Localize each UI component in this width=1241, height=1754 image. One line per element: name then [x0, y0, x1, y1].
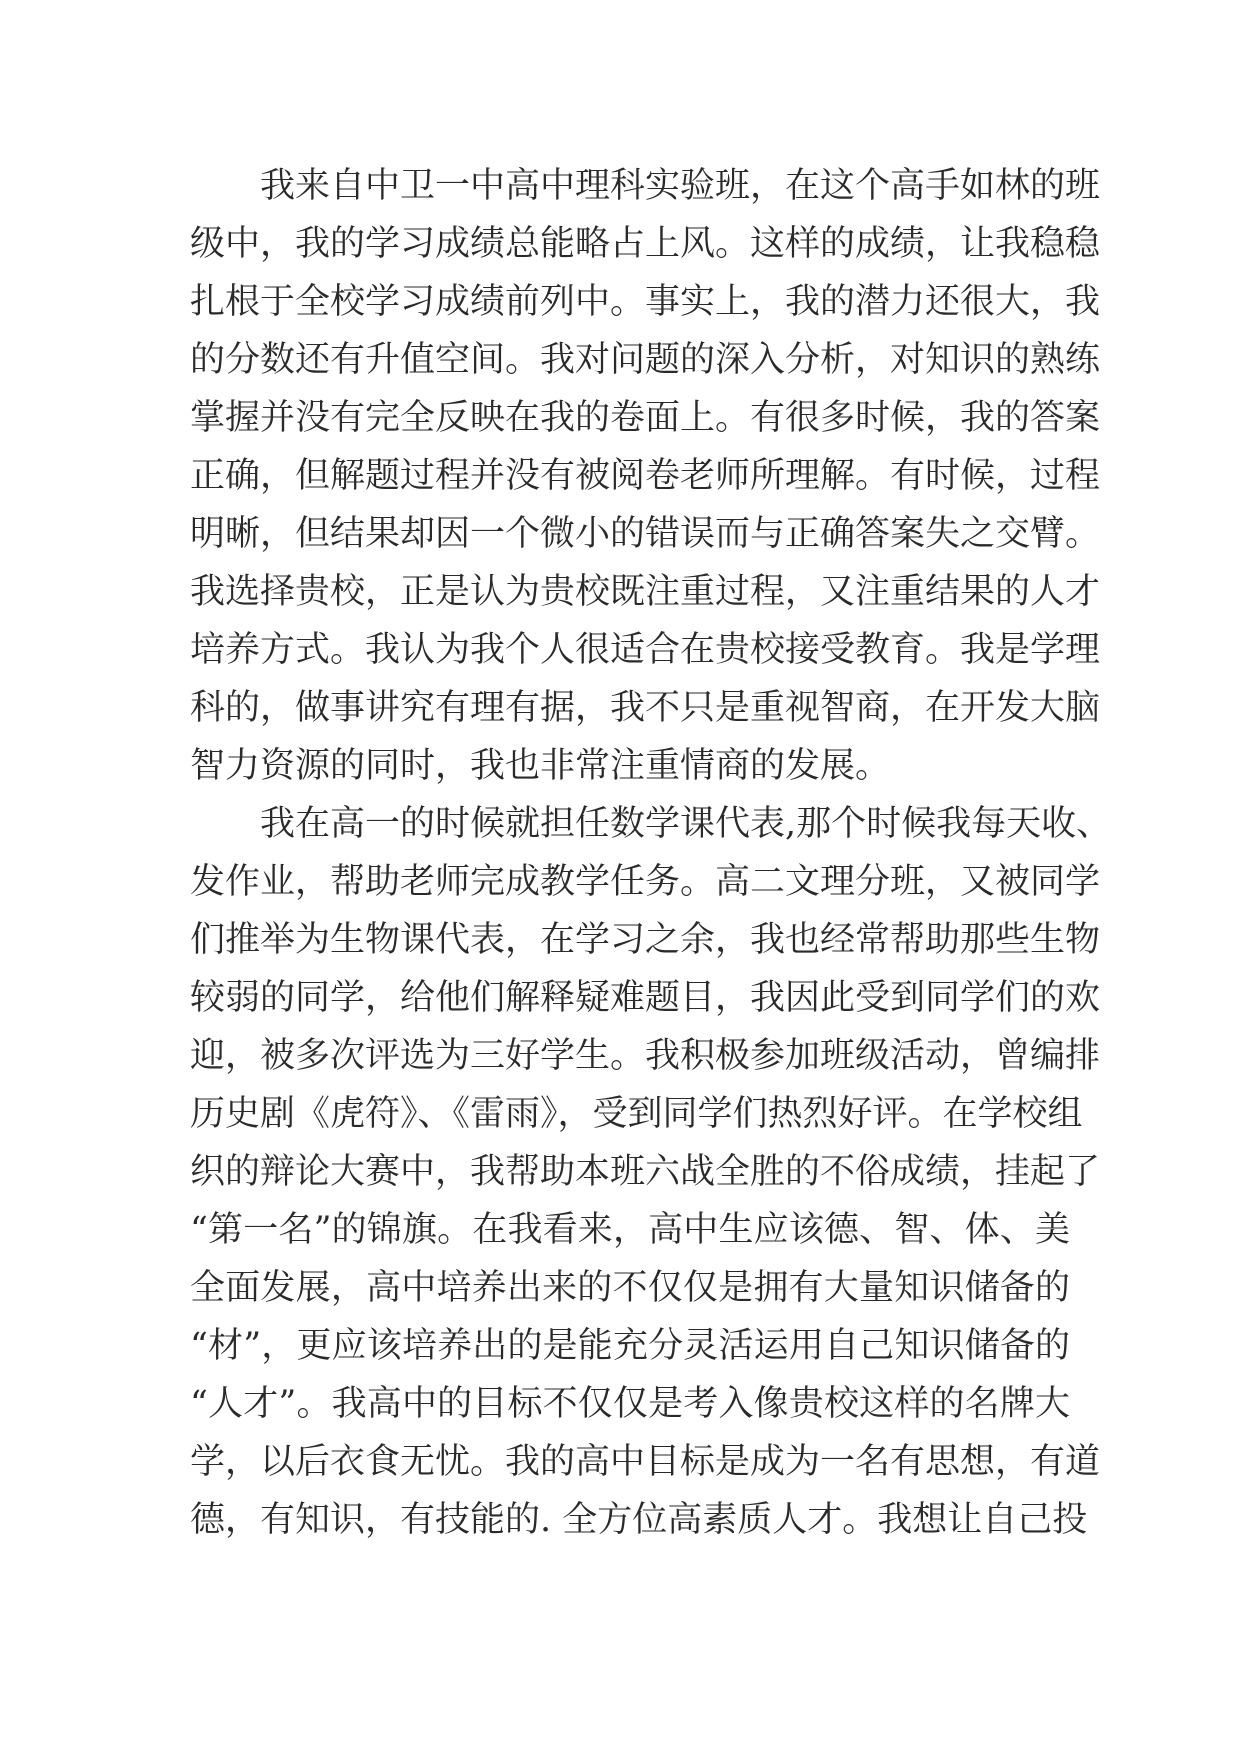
paragraph-1-line-11: 智力资源的同时，我也非常注重情商的发展。 [190, 746, 891, 786]
paragraph-1-line-2: 级中，我的学习成绩总能略占上风。这样的成绩，让我稳稳 [190, 224, 1101, 264]
paragraph-1-line-5: 掌握并没有完全反映在我的卷面上。有很多时候，我的答案 [190, 398, 1101, 438]
paragraph-2-line-11: “人才”。我高中的目标不仅仅是考入像贵校这样的名牌大 [190, 1384, 1070, 1424]
paragraph-1-line-1: 我来自中卫一中高中理科实验班，在这个高手如林的班 [260, 166, 1101, 206]
paragraph-2-line-8: “第一名”的锦旗。在我看来，高中生应该德、智、体、美 [190, 1210, 1070, 1250]
paragraph-2-line-4: 较弱的同学，给他们解释疑难题目，我因此受到同学们的欢 [190, 978, 1101, 1018]
paragraph-2-line-9: 全面发展，高中培养出来的不仅仅是拥有大量知识储备的 [190, 1268, 1070, 1308]
paragraph-2-line-6: 历史剧《虎符》、《雷雨》，受到同学们热烈好评。在学校组 [190, 1094, 1083, 1134]
paragraph-2-line-12: 学，以后衣食无忧。我的高中目标是成为一名有思想，有道 [190, 1442, 1101, 1482]
paragraph-1-line-3: 扎根于全校学习成绩前列中。事实上，我的潜力还很大，我 [190, 282, 1101, 322]
paragraph-2-line-10: “材”，更应该培养出的是能充分灵活运用自己知识储备的 [190, 1326, 1070, 1366]
paragraph-2-line-1: 我在高一的时候就担任数学课代表,那个时候我每天收、 [260, 804, 1112, 844]
paragraph-2-line-13: 德，有知识，有技能的. 全方位高素质人才。我想让自己投 [190, 1500, 1088, 1540]
document-body [190, 157, 1112, 1549]
paragraph-1-line-9: 培养方式。我认为我个人很适合在贵校接受教育。我是学理 [190, 630, 1101, 670]
paragraph-2-line-2: 发作业，帮助老师完成教学任务。高二文理分班，又被同学 [190, 862, 1101, 902]
paragraph-1-line-7: 明晰，但结果却因一个微小的错误而与正确答案失之交臂。 [190, 514, 1101, 554]
paragraph-1-line-10: 科的，做事讲究有理有据，我不只是重视智商，在开发大脑 [190, 688, 1101, 728]
paragraph-1-line-4: 的分数还有升值空间。我对问题的深入分析，对知识的熟练 [190, 340, 1101, 380]
paragraph-2-line-5: 迎，被多次评选为三好学生。我积极参加班级活动，曾编排 [190, 1036, 1101, 1076]
paragraph-2-line-3: 们推举为生物课代表，在学习之余，我也经常帮助那些生物 [190, 920, 1101, 960]
paragraph-2-line-7: 织的辩论大赛中，我帮助本班六战全胜的不俗成绩，挂起了 [190, 1152, 1101, 1192]
paragraph-1-line-6: 正确，但解题过程并没有被阅卷老师所理解。有时候，过程 [190, 456, 1101, 496]
paragraph-1-line-8: 我选择贵校，正是认为贵校既注重过程，又注重结果的人才 [190, 572, 1101, 612]
